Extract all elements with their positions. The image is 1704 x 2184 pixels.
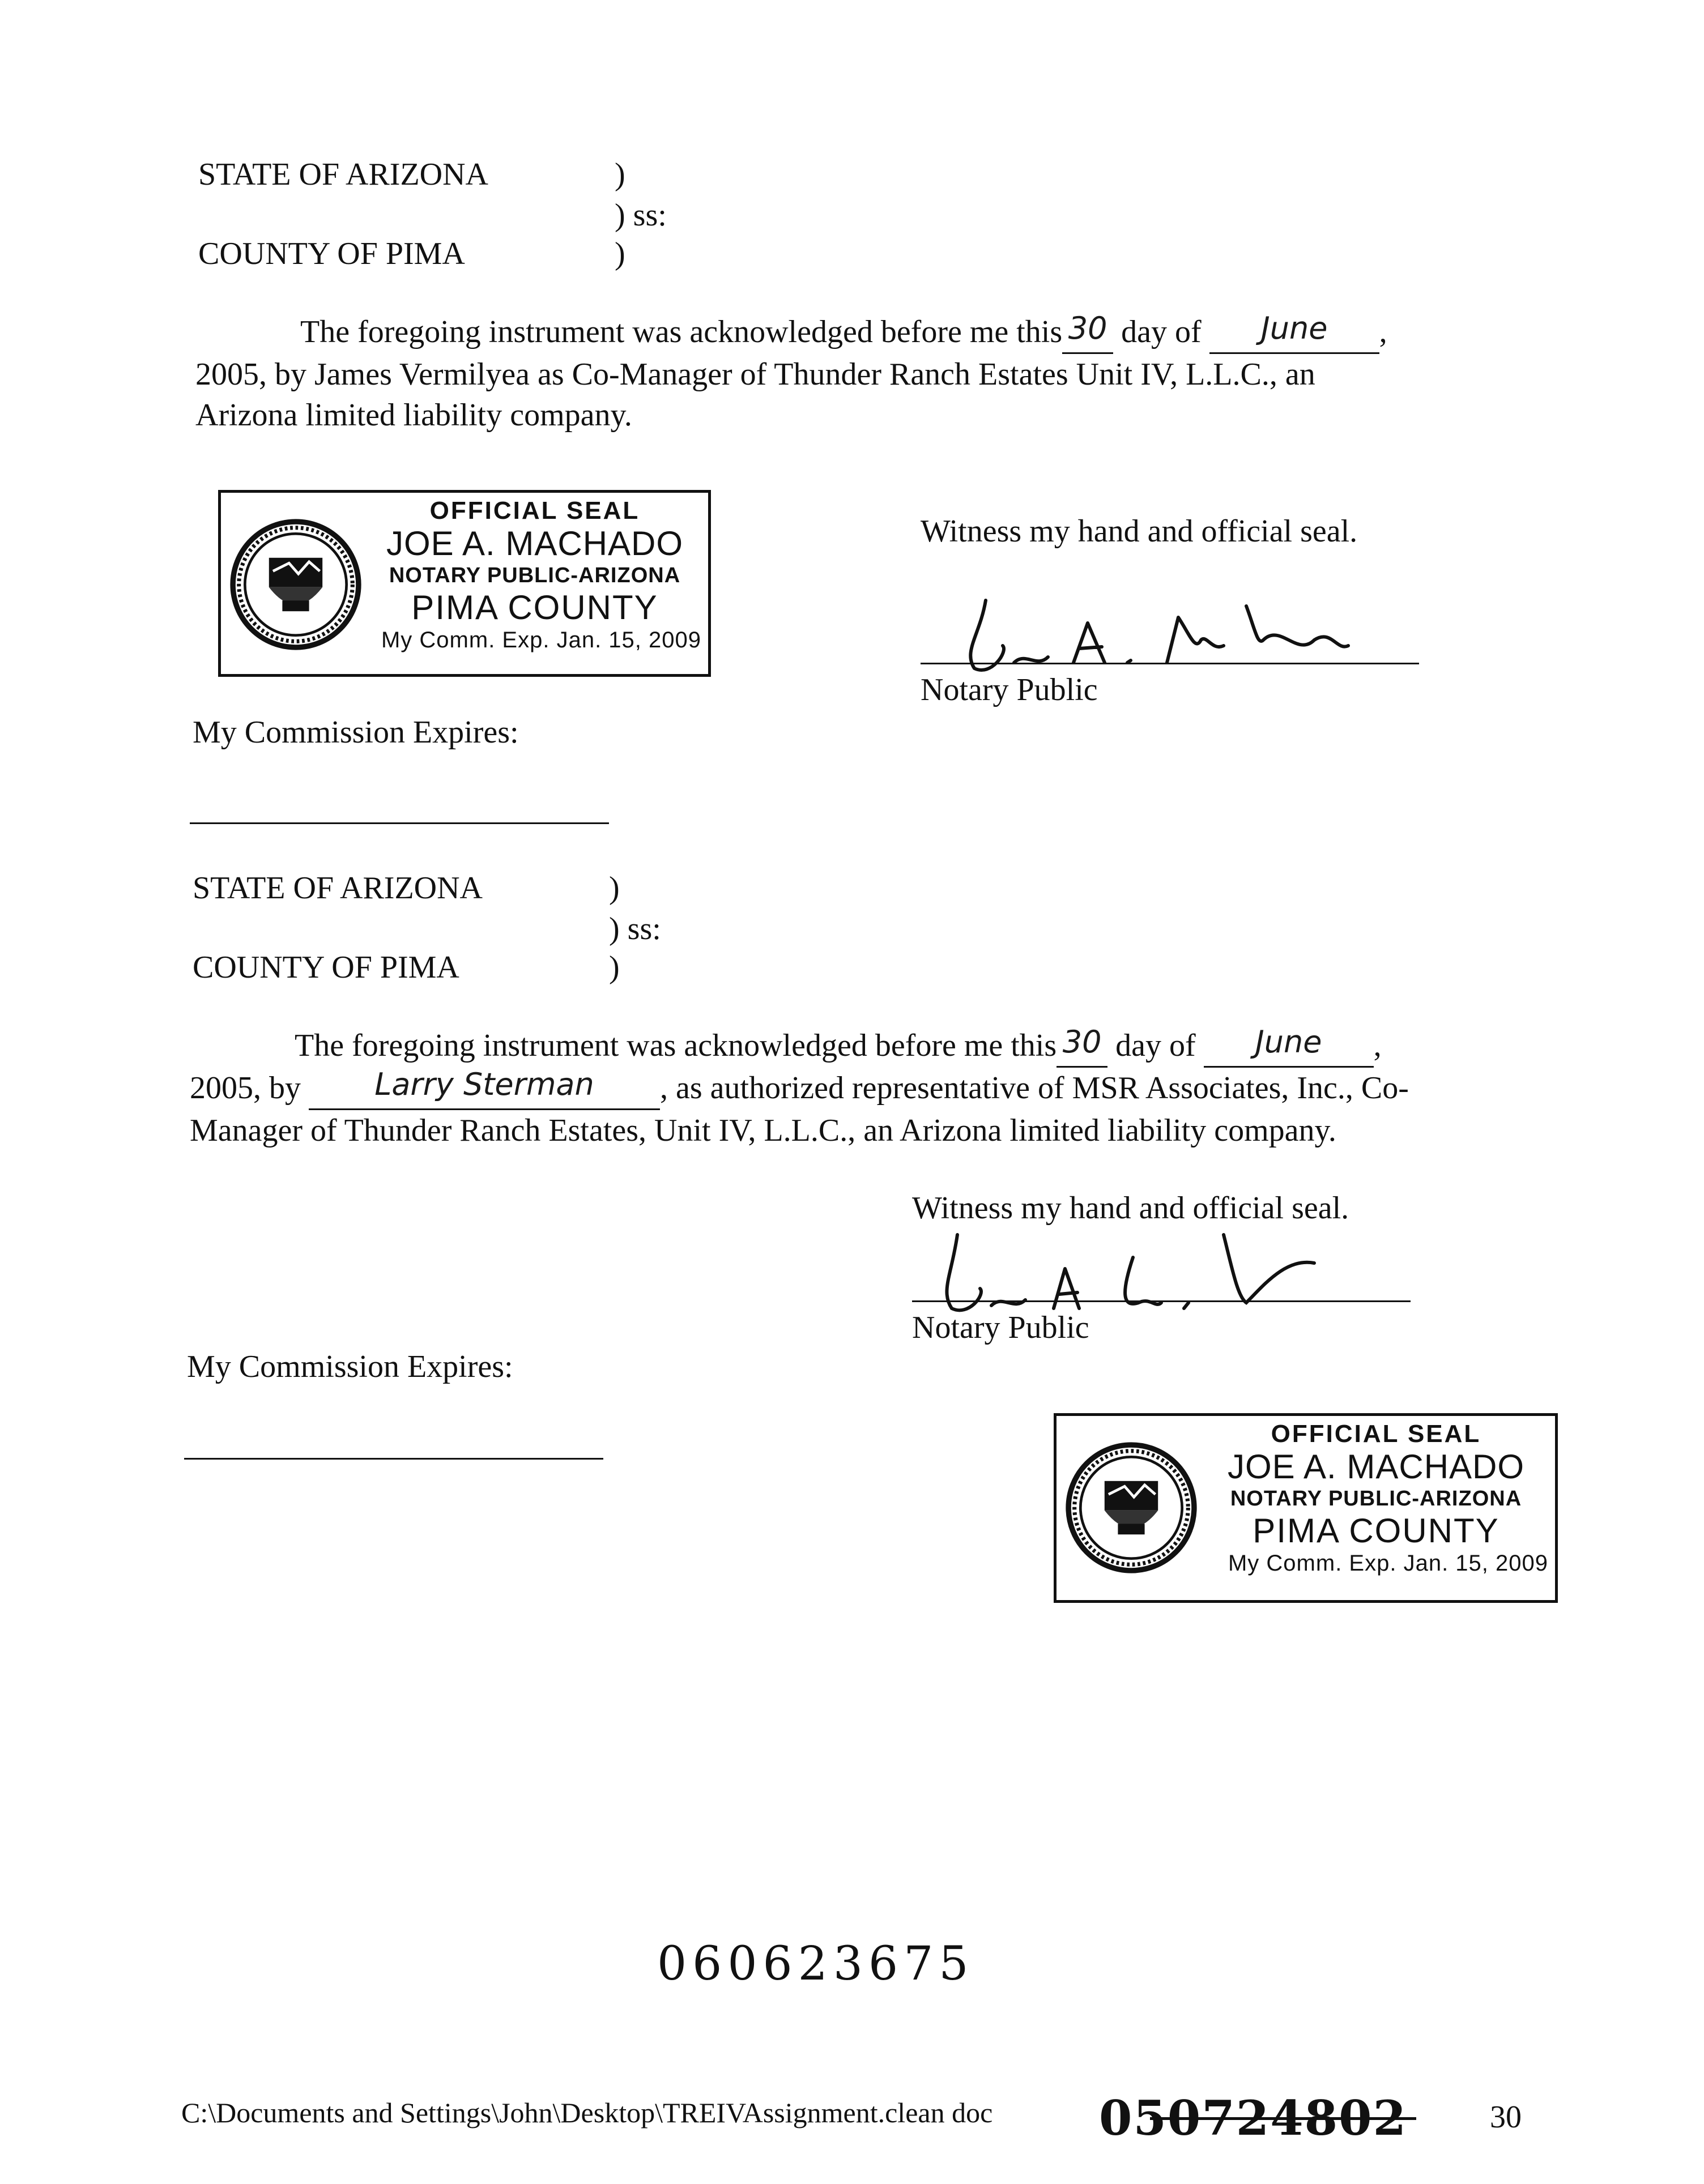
notary-signature-1 bbox=[940, 583, 1382, 680]
bracket-top-1: ) bbox=[615, 157, 625, 192]
arizona-state-seal-icon bbox=[229, 518, 363, 651]
notary-seal-2 bbox=[1054, 1413, 1558, 1603]
signer-handwritten-name: Larry Sterman bbox=[374, 1067, 594, 1102]
commission-expires-label-1: My Commission Expires: bbox=[193, 715, 519, 750]
barcode-number: 050724802 bbox=[1099, 2090, 1408, 2146]
ss-marker-1: ) ss: bbox=[615, 198, 667, 233]
file-path: C:\Documents and Settings\John\Desktop\TREIVAssignment.clean doc bbox=[181, 2097, 993, 2128]
county-heading-2: COUNTY OF PIMA bbox=[193, 950, 459, 985]
seal-county: PIMA COUNTY bbox=[1253, 1512, 1499, 1550]
state-heading-1: STATE OF ARIZONA bbox=[198, 157, 488, 192]
ack2-line2-b: , as authorized representative of MSR Associates, Inc., Co- bbox=[660, 1070, 1409, 1106]
ss-marker-2: ) ss: bbox=[609, 911, 661, 946]
ack2-text-b: day of bbox=[1115, 1028, 1196, 1063]
commission-expires-label-2: My Commission Expires: bbox=[187, 1349, 513, 1384]
ack-text-1b: day of bbox=[1121, 314, 1202, 349]
seal-county: PIMA COUNTY bbox=[411, 588, 658, 626]
acknowledgment-paragraph-2 bbox=[190, 1025, 1541, 1151]
commission-expires-rule-1 bbox=[190, 822, 609, 824]
bracket-bottom-1: ) bbox=[615, 236, 625, 271]
commission-expires-rule-2 bbox=[184, 1458, 603, 1460]
day-handwritten-2: 30 bbox=[1062, 1024, 1102, 1060]
arizona-state-seal-icon bbox=[1064, 1441, 1198, 1575]
county-heading-1: COUNTY OF PIMA bbox=[198, 236, 465, 271]
seal-notary-title: NOTARY PUBLIC-ARIZONA bbox=[1230, 1487, 1522, 1511]
page-number: 30 bbox=[1490, 2100, 1522, 2135]
seal-notary-name: JOE A. MACHADO bbox=[386, 524, 684, 562]
day-handwritten-1: 30 bbox=[1068, 310, 1107, 346]
recording-number: 060623675 bbox=[657, 1937, 974, 1991]
notary-public-label-1: Notary Public bbox=[921, 672, 1098, 707]
month-handwritten-1: June bbox=[1260, 310, 1328, 346]
ack2-text-a: The foregoing instrument was acknowledged before me this bbox=[295, 1028, 1057, 1063]
bracket-top-2: ) bbox=[609, 871, 620, 906]
barcode-strike-line bbox=[1150, 2117, 1416, 2120]
witness-line-2: Witness my hand and official seal. bbox=[912, 1191, 1349, 1226]
seal-expiration: My Comm. Exp. Jan. 15, 2009 bbox=[1228, 1551, 1548, 1576]
seal-notary-name: JOE A. MACHADO bbox=[1227, 1448, 1525, 1486]
ack-line-2: 2005, by James Vermilyea as Co-Manager of Thunder Ranch Estates Unit IV, L.L.C., an bbox=[195, 357, 1315, 392]
state-heading-2: STATE OF ARIZONA bbox=[193, 871, 483, 906]
bracket-bottom-2: ) bbox=[609, 950, 620, 985]
month-handwritten-2: June bbox=[1255, 1024, 1322, 1060]
ack2-text-c: , bbox=[1373, 1028, 1382, 1063]
notary-signature-2 bbox=[918, 1223, 1371, 1320]
seal-notary-title: NOTARY PUBLIC-ARIZONA bbox=[389, 564, 681, 587]
notary-public-label-2: Notary Public bbox=[912, 1310, 1089, 1345]
notary-signature-rule-1 bbox=[921, 663, 1419, 664]
seal-official-label: OFFICIAL SEAL bbox=[1271, 1420, 1481, 1448]
witness-line-1: Witness my hand and official seal. bbox=[921, 514, 1358, 549]
ack2-line-3: Manager of Thunder Ranch Estates, Unit IV, L.L.C., an Arizona limited liability company. bbox=[190, 1113, 1336, 1148]
acknowledgment-paragraph-1 bbox=[195, 312, 1538, 436]
ack-text-1a: The foregoing instrument was acknowledged before me this bbox=[300, 314, 1063, 349]
notary-signature-rule-2 bbox=[912, 1300, 1411, 1302]
seal-expiration: My Comm. Exp. Jan. 15, 2009 bbox=[381, 628, 701, 652]
notary-seal-1 bbox=[218, 490, 711, 677]
ack-line-3: Arizona limited liability company. bbox=[195, 398, 632, 433]
seal-official-label: OFFICIAL SEAL bbox=[429, 497, 640, 524]
ack2-line2-a: 2005, by bbox=[190, 1070, 301, 1106]
ack-text-1c: , bbox=[1379, 314, 1387, 349]
